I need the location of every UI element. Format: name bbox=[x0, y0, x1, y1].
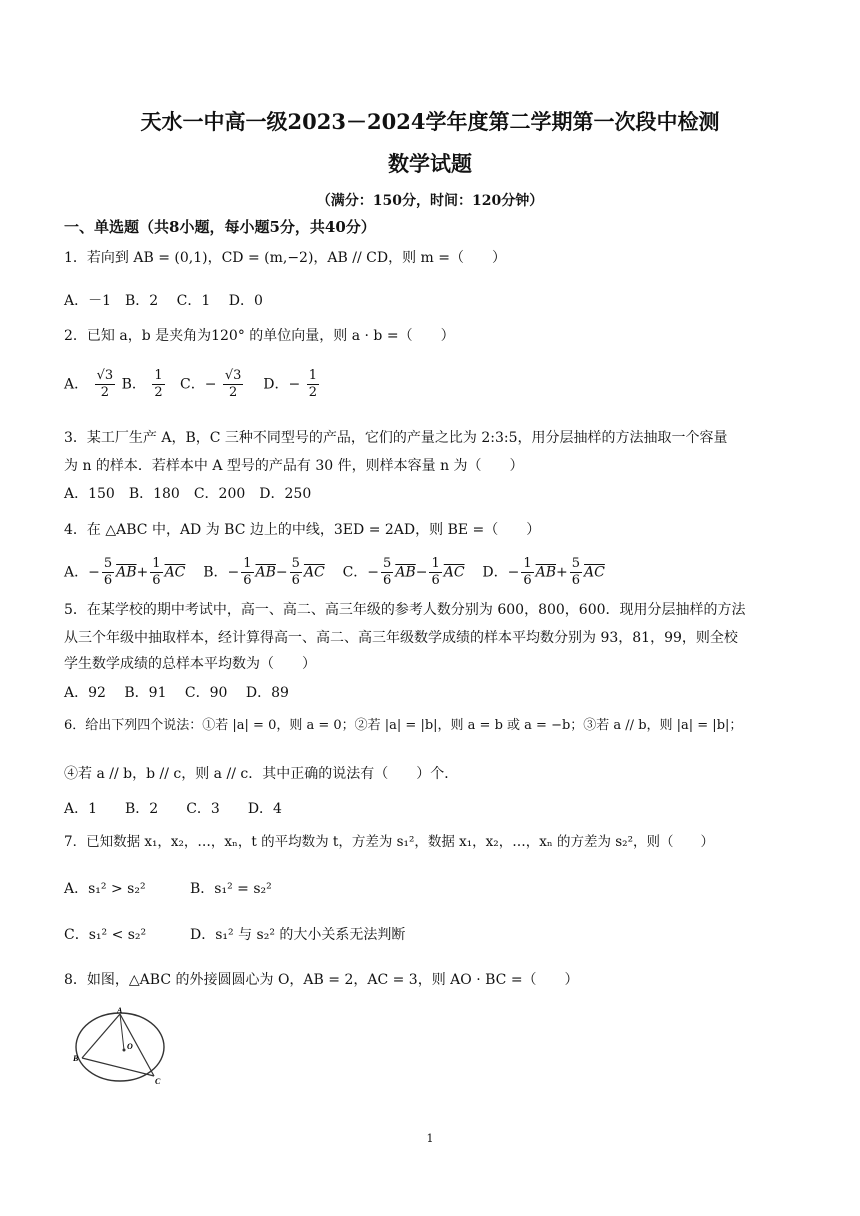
label-a: A bbox=[117, 1006, 123, 1015]
denominator: 2 bbox=[229, 385, 238, 400]
vector: $\overline{AB}$ bbox=[255, 564, 276, 581]
numerator: 1 bbox=[523, 556, 532, 571]
sign: + bbox=[136, 564, 149, 581]
vector: $\overline{AB}$ bbox=[116, 564, 137, 581]
opt-label: B． bbox=[203, 564, 228, 581]
question-7-stem: 7．已知数据 x₁，x₂，…，xₙ，t 的平均数为 t，方差为 s₁²，数据 x₁，x₂，…，xₙ 的方差为 s₂²，则（ ） bbox=[64, 834, 714, 850]
denominator: 6 bbox=[152, 573, 161, 588]
question-6-stem-line1: 6．给出下列四个说法：①若 |a| = 0，则 a = 0；②若 |a| = |b|，则 a = b 或 a = −b；③若 a // b，则 |a| = |b|； bbox=[64, 718, 743, 733]
label-b: B bbox=[73, 1054, 79, 1063]
fraction bbox=[152, 368, 164, 401]
question-3-stem-line1: 3．某工厂生产 A，B，C 三种不同型号的产品，它们的产量之比为 2:3:5，用分层抽样的方法抽取一个容量 bbox=[64, 430, 728, 446]
numerator: 5 bbox=[291, 556, 300, 571]
denominator: 2 bbox=[100, 385, 109, 400]
fraction bbox=[381, 556, 393, 589]
vector: $\overline{AB}$ bbox=[395, 564, 416, 581]
question-6-options: A．1 B．2 C．3 D．4 bbox=[64, 801, 282, 817]
question-1-stem: 1．若向到 AB = (0,1)，CD = (m,−2)，AB // CD，则 m =（ ） bbox=[64, 250, 507, 266]
denominator: 6 bbox=[291, 573, 300, 588]
section-heading: 一、单选题（共8小题，每小题5分，共40分） bbox=[64, 218, 376, 236]
question-2-options bbox=[64, 368, 321, 401]
numerator: 1 bbox=[243, 556, 252, 571]
fraction bbox=[150, 556, 162, 589]
question-1-options: A．－1 B．2 C．1 D．0 bbox=[64, 293, 263, 309]
label-o: O bbox=[127, 1042, 133, 1051]
fraction bbox=[95, 368, 116, 401]
fraction bbox=[307, 368, 319, 401]
opt-label: B． bbox=[121, 376, 146, 393]
center-point bbox=[123, 1049, 126, 1052]
vector: $\overline{AC}$ bbox=[303, 564, 325, 581]
side-ac bbox=[120, 1014, 154, 1076]
numerator: 1 bbox=[431, 556, 440, 571]
fraction bbox=[102, 556, 114, 589]
numerator: √3 bbox=[96, 368, 114, 383]
denominator: 6 bbox=[103, 573, 113, 588]
numerator: 1 bbox=[152, 556, 161, 571]
numerator: 1 bbox=[308, 368, 317, 383]
denominator: 6 bbox=[383, 573, 392, 588]
fraction bbox=[429, 556, 441, 589]
question-5-stem-line2: 从三个年级中抽取样本，经计算得高一、高二、高三年级数学成绩的样本平均数分别为 93，81，99，则全校 bbox=[64, 630, 738, 646]
question-3-options: A．150 B．180 C．200 D．250 bbox=[64, 486, 312, 502]
question-7-option-d: D．s₁² 与 s₂² 的大小关系无法判断 bbox=[190, 927, 406, 943]
question-2-stem: 2．已知 a，b 是夹角为120° 的单位向量，则 a · b =（ ） bbox=[64, 328, 455, 344]
opt-label: A． bbox=[64, 376, 89, 393]
fraction bbox=[521, 556, 533, 589]
fraction bbox=[290, 556, 302, 589]
question-7-option-b: B．s₁² = s₂² bbox=[190, 881, 272, 897]
sign: − bbox=[275, 564, 288, 581]
question-6-stem-line2: ④若 a // b，b // c，则 a // c．其中正确的说法有（ ）个． bbox=[64, 766, 459, 782]
vector: $\overline{AC}$ bbox=[443, 564, 465, 581]
fraction bbox=[223, 368, 244, 401]
numerator: √3 bbox=[224, 368, 242, 383]
sign: + bbox=[556, 564, 568, 581]
denominator: 6 bbox=[523, 573, 532, 588]
denominator: 2 bbox=[154, 385, 163, 400]
exam-title: 天水一中高一级2023－2024学年度第二学期第一次段中检测 bbox=[140, 109, 720, 134]
circumcircle-figure bbox=[72, 1006, 172, 1086]
question-7-option-c: C．s₁² < s₂² bbox=[64, 927, 147, 943]
vector: $\overline{AC}$ bbox=[584, 564, 605, 581]
subject-title: 数学试题 bbox=[388, 151, 472, 176]
question-3-stem-line2: 为 n 的样本．若样本中 A 型号的产品有 30 件，则样本容量 n 为（ ） bbox=[64, 458, 524, 474]
numerator: 5 bbox=[571, 556, 581, 571]
opt-label: A． bbox=[64, 564, 89, 581]
sign: − bbox=[227, 564, 240, 581]
sign: − bbox=[367, 564, 380, 581]
numerator: 5 bbox=[103, 556, 113, 571]
question-4-options bbox=[64, 556, 605, 589]
numerator: 5 bbox=[383, 556, 392, 571]
sign: − bbox=[88, 564, 100, 581]
opt-label: D．− bbox=[263, 376, 301, 393]
label-c: C bbox=[155, 1077, 161, 1086]
opt-label: C．− bbox=[179, 376, 217, 393]
question-5-stem-line3: 学生数学成绩的总样本平均数为（ ） bbox=[64, 656, 316, 672]
exam-info: （满分：150分，时间：120分钟） bbox=[316, 193, 544, 209]
question-5-options: A．92 B．91 C．90 D．89 bbox=[64, 685, 289, 701]
page-number: 1 bbox=[426, 1132, 434, 1145]
question-8-stem: 8．如图，△ABC 的外接圆圆心为 O，AB = 2，AC = 3，则 AO · BC =（ ） bbox=[64, 972, 579, 988]
denominator: 6 bbox=[243, 573, 252, 588]
sign: − bbox=[415, 564, 428, 581]
denominator: 6 bbox=[431, 573, 440, 588]
fraction bbox=[570, 556, 582, 589]
denominator: 2 bbox=[308, 385, 317, 400]
question-7-option-a: A．s₁² > s₂² bbox=[64, 881, 146, 897]
vector: $\overline{AB}$ bbox=[535, 564, 557, 581]
vector: $\overline{AC}$ bbox=[164, 564, 186, 581]
sign: − bbox=[507, 564, 520, 581]
side-ab bbox=[82, 1014, 120, 1058]
fraction bbox=[241, 556, 253, 589]
question-5-stem-line1: 5．在某学校的期中考试中，高一、高二、高三年级的参考人数分别为 600，800，600．现用分层抽样的方法 bbox=[64, 602, 746, 618]
numerator: 1 bbox=[154, 368, 163, 383]
question-4-stem: 4．在 △ABC 中，AD 为 BC 边上的中线，3ED = 2AD，则 BE =（ ） bbox=[64, 522, 541, 538]
denominator: 6 bbox=[571, 573, 581, 588]
opt-label: D． bbox=[482, 564, 508, 581]
opt-label: C． bbox=[342, 564, 368, 581]
